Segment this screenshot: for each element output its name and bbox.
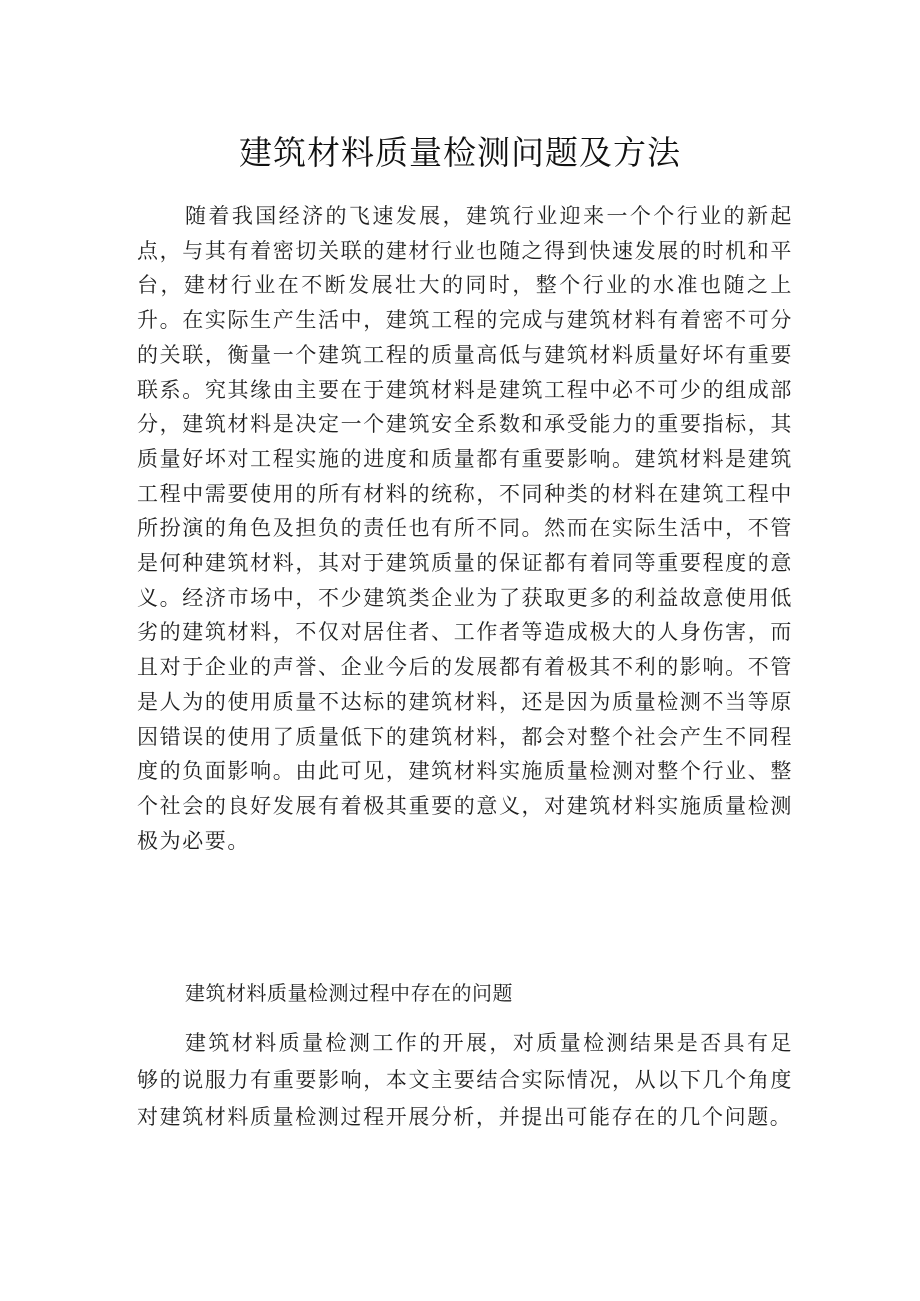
- section-paragraph: 建筑材料质量检测工作的开展，对质量检测结果是否具有足够的说服力有重要影响，本文主要结合实际情况，从以下几个角度对建筑材料质量检测过程开展分析，并提出可能存在的几个问题。: [137, 1031, 793, 1129]
- intro-paragraph: 随着我国经济的飞速发展，建筑行业迎来一个个行业的新起点，与其有着密切关联的建材行业也随之得到快速发展的时机和平台，建材行业在不断发展壮大的同时，整个行业的水准也随之上升。在实际生产生活中，建筑工程的完成与建筑材料有着密不可分的关联，衡量一个建筑工程的质量高低与建筑材料质量好坏有重要联系。究其缘由主要在于建筑材料是建筑工程中必不可少的组成部分，建筑材料是决定一个建筑安全系数和承受能力的重要指标，其质量好坏对工程实施的进度和质量都有重要影响。建筑材料是建筑工程中需要使用的所有材料的统称，不同种类的材料在建筑工程中所扮演的角色及担负的责任也有所不同。然而在实际生活中，不管是何种建筑材料，其对于建筑质量的保证都有着同等重要程度的意义。经济市场中，不少建筑类企业为了获取更多的利益故意使用低劣的建筑材料，不仅对居住者、工作者等造成极大的人身伤害，而且对于企业的声誉、企业今后的发展都有着极其不利的影响。不管是人为的使用质量不达标的建筑材料，还是因为质量检测不当等原因错误的使用了质量低下的建筑材料，都会对整个社会产生不同程度的负面影响。由此可见，建筑材料实施质量检测对整个行业、整个社会的良好发展有着极其重要的意义，对建筑材料实施质量检测极为必要。: [137, 204, 793, 853]
- section-heading: 建筑材料质量检测过程中存在的问题: [185, 981, 513, 1005]
- document-title: 建筑材料质量检测问题及方法: [239, 133, 681, 172]
